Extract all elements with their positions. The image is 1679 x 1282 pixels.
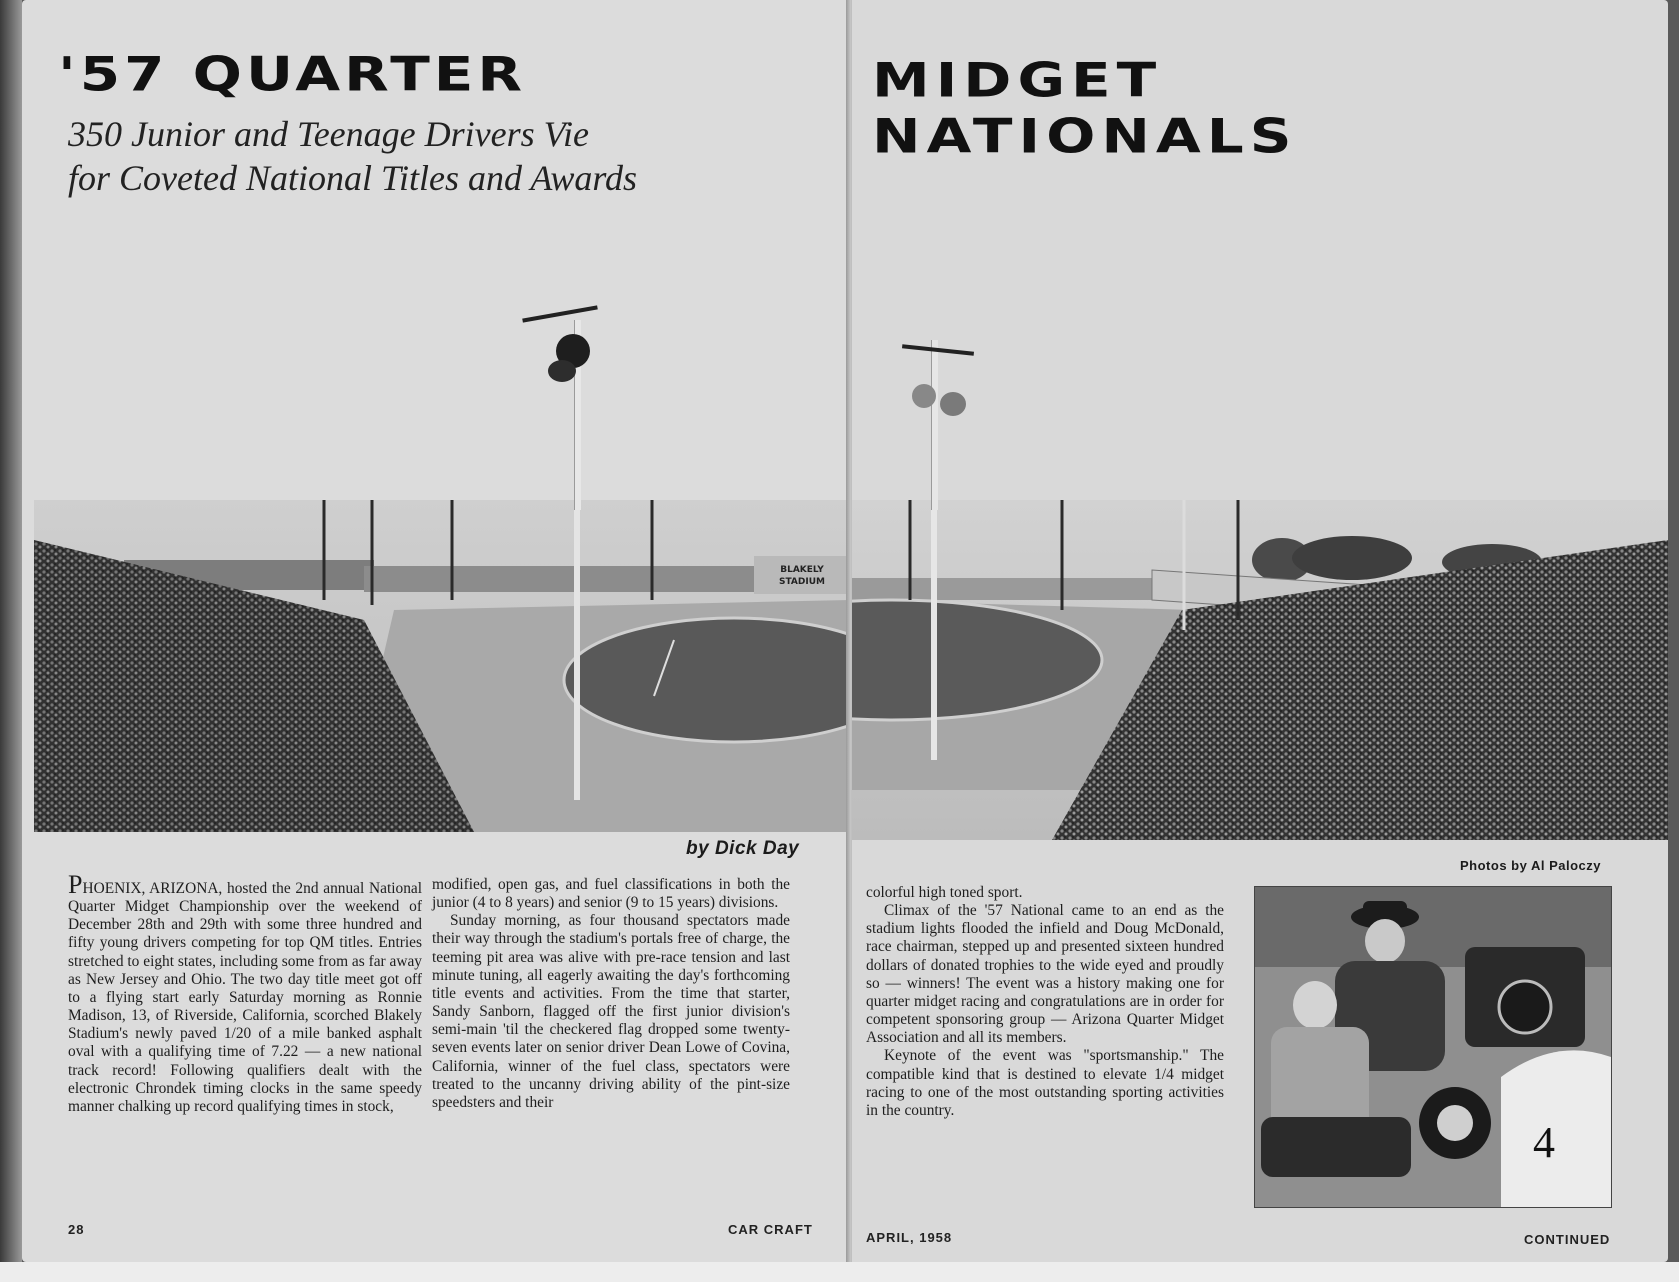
stadium-sign: BLAKELY: [780, 565, 824, 575]
page-bottom-edge: [0, 1262, 1679, 1282]
article-column-1: [68, 870, 422, 1116]
continued-label: CONTINUED: [1524, 1232, 1611, 1247]
floodlight-bracket-right: [902, 344, 974, 356]
inset-photo-art: [1255, 887, 1611, 1207]
drop-cap: P: [68, 870, 83, 899]
floodlight-bracket-left: [522, 305, 598, 322]
article-column-3: [866, 884, 1224, 1120]
subhead-line-2: for Coveted National Titles and Awards: [68, 158, 638, 198]
issue-date: APRIL, 1958: [866, 1230, 953, 1245]
byline: by Dick Day: [686, 838, 800, 859]
stadium-photo-right: [852, 500, 1668, 840]
article-col3-p1: colorful high toned sport.: [866, 884, 1023, 901]
article-column-2: [432, 876, 790, 1112]
stadium-photo-right-art: [852, 500, 1668, 840]
article-col3-p3: Keynote of the event was "sportsmanship." The compatible kind that is destined to elevate 1/4 midget racing to one of the most outstanding sporting activities in the country.: [866, 1047, 1224, 1119]
article-col3-p2: Climax of the '57 National came to an end as the stadium lights flooded the infield and Doug McDonald, race chairman, stepped up and presented sixteen hundred dollars of donated trophies to the wide eyed and proudly so — winners! The event was a history making one for quarter midget racing and congratulations are in order for competent sponsoring group — Arizona Quarter Midget Association and all its members.: [866, 902, 1224, 1047]
left-page: [22, 0, 850, 1262]
car-number: 4: [1533, 1118, 1555, 1167]
headline-right-line-1: MIDGET: [872, 52, 1163, 108]
stadium-photo-left-art: [34, 500, 850, 832]
stadium-photo-left: [34, 500, 850, 832]
headline-right-line-2: NATIONALS: [872, 108, 1298, 164]
book-edge: [0, 0, 22, 1262]
inset-photo-driver: [1254, 886, 1612, 1208]
light-pole-right: [931, 340, 938, 510]
page-number: 28: [68, 1222, 85, 1237]
floodlight-right-1: [912, 384, 936, 408]
photo-credit: Photos by Al Paloczy: [1460, 858, 1601, 873]
headline-left: '57 QUARTER: [58, 46, 527, 102]
article-col1-p1: HOENIX, ARIZONA, hosted the 2nd annual National Quarter Midget Championship over the weekend of December 28th and 29th with some three hundred and fifty young drivers competing for top QM titles. Entries stretched to eight states, including some from as far away as New Jersey and Ohio. The two day title meet got off to a flying start early Saturday morning as Ronnie Madison, 13, of Riverside, California, scorched Blakely Stadium's newly paved 1/20 of a mile banked asphalt oval with a qualifying time of 7.22 — a new national track record! Following qualifiers dealt with the electronic Chrondek timing clocks in the same speedy manner chalking up record qualifying times in stock,: [68, 880, 422, 1115]
magazine-name: CAR CRAFT: [728, 1222, 813, 1237]
floodlight-left-2: [548, 360, 576, 382]
article-col2-p1: modified, open gas, and fuel classifications in both the junior (4 to 8 years) and senior (9 to 15 years) divisions.: [432, 876, 790, 912]
floodlight-right-2: [940, 392, 966, 416]
svg-text:STADIUM: STADIUM: [779, 577, 825, 587]
subhead-line-1: 350 Junior and Teenage Drivers Vie: [68, 114, 589, 154]
article-col2-p2: Sunday morning, as four thousand spectators made their way through the stadium's portals free of charge, the teeming pit area was alive with pre-race tension and last minute tuning, all eagerly awaiting the day's forthcoming title events and activities. From the time that starter, Sandy Sanborn, flagged off the first junior division's semi-main 'til the checkered flag dropped some twenty-seven events later on senior driver Dean Lowe of Covina, California, winner of the fuel class, spectators were treated to the uncanny driving ability of the pint-size speedsters and their: [432, 912, 790, 1111]
right-page: [852, 0, 1668, 1262]
